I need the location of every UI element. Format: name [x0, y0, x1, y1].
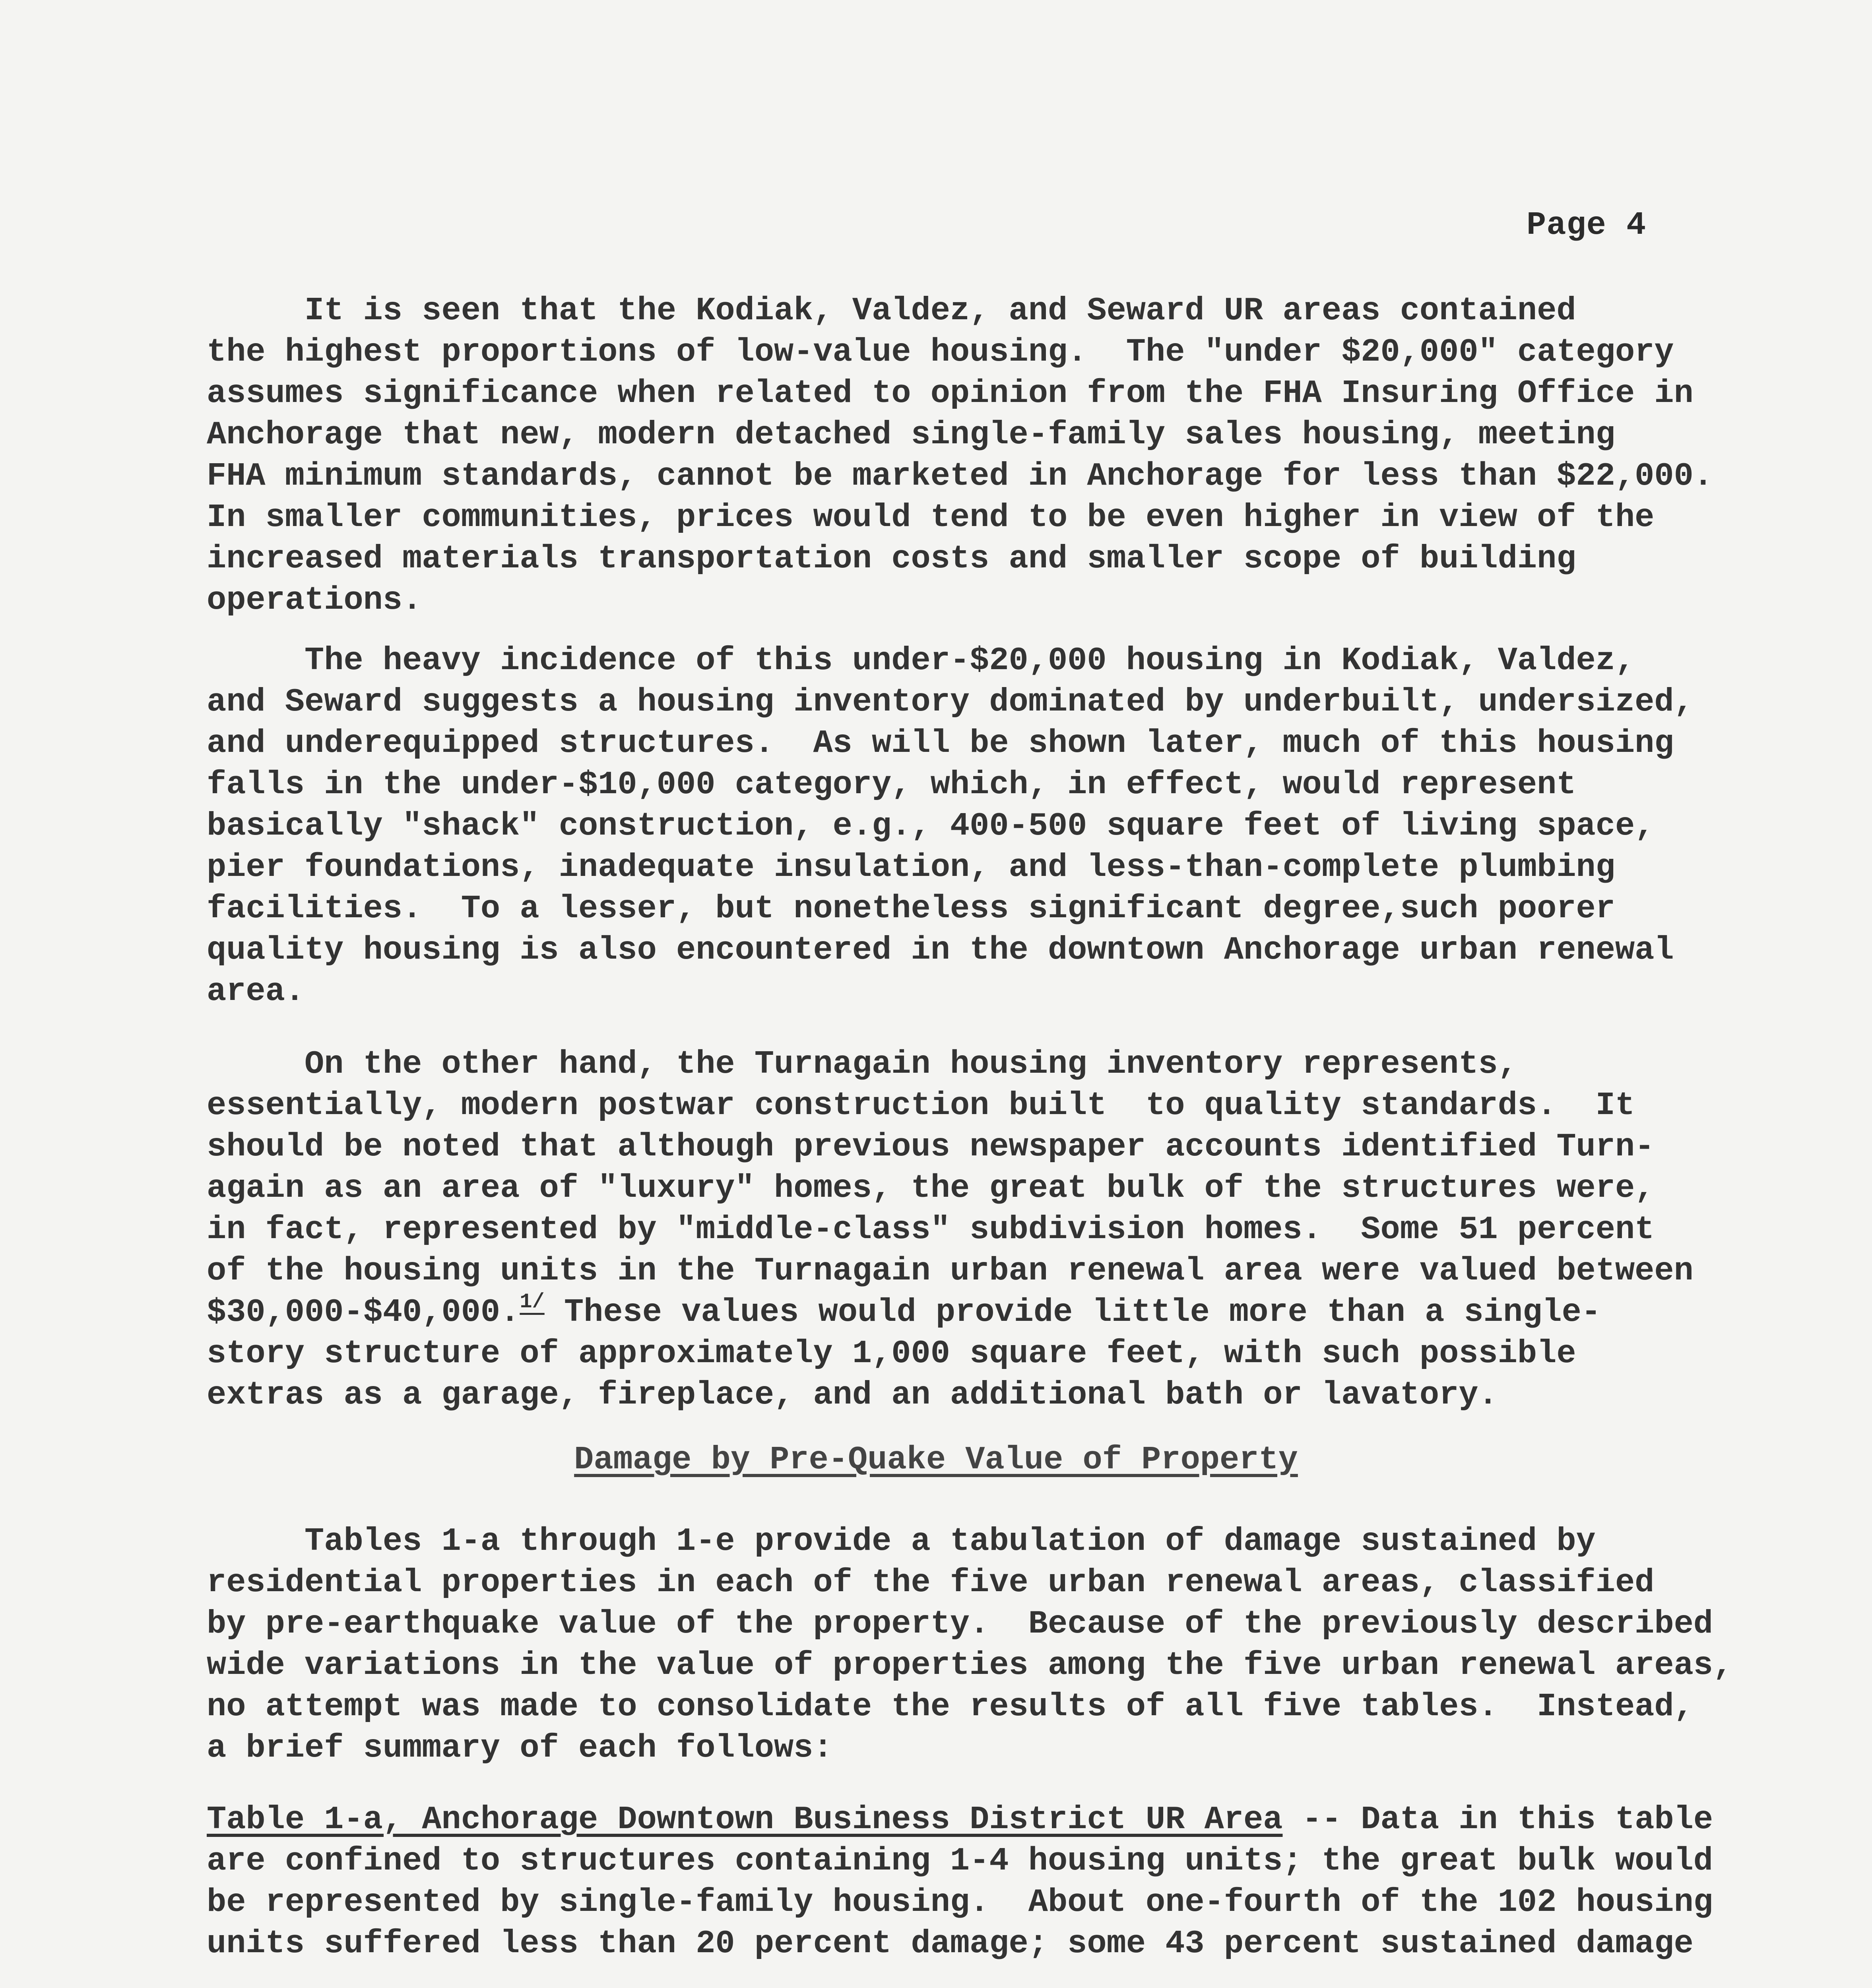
- text-line: of the housing units in the Turnagain urban renewal area were valued between: [207, 1252, 1694, 1289]
- paragraph-2: [207, 640, 1729, 1012]
- text-line: residential properties in each of the five urban renewal areas, classified: [207, 1564, 1655, 1601]
- paragraph-4: [207, 1521, 1733, 1769]
- text-fragment: $30,000-$40,000.: [207, 1294, 520, 1331]
- text-line: wide variations in the value of properties among the five urban renewal areas,: [207, 1647, 1733, 1684]
- page-number: Page 4: [1527, 207, 1647, 244]
- text-line: quality housing is also encountered in the downtown Anchorage urban renewal: [207, 932, 1674, 969]
- text-line: a brief summary of each follows:: [207, 1730, 833, 1767]
- table-title: Table 1-a, Anchorage Downtown Business District UR Area: [207, 1801, 1283, 1838]
- text-line: and Seward suggests a housing inventory dominated by underbuilt, undersized,: [207, 683, 1694, 720]
- text-line: The heavy incidence of this under-$20,000 housing in Kodiak, Valdez,: [207, 642, 1635, 679]
- text-line: are confined to structures containing 1-4 housing units; the great bulk would: [207, 1842, 1713, 1879]
- section-heading-text: Damage by Pre-Quake Value of Property: [574, 1441, 1298, 1478]
- text-line: again as an area of "luxury" homes, the great bulk of the structures were,: [207, 1170, 1655, 1207]
- text-line: extras as a garage, fireplace, and an additional bath or lavatory.: [207, 1376, 1498, 1413]
- text-line: FHA minimum standards, cannot be marketed in Anchorage for less than $22,000.: [207, 458, 1713, 495]
- text-line: pier foundations, inadequate insulation, and less-than-complete plumbing: [207, 849, 1615, 886]
- text-line-with-table-title: [207, 1799, 1729, 1840]
- text-line: no attempt was made to consolidate the results of all five tables. Instead,: [207, 1688, 1694, 1725]
- text-line: On the other hand, the Turnagain housing inventory represents,: [207, 1046, 1517, 1083]
- text-line: In smaller communities, prices would tend to be even higher in view of the: [207, 499, 1655, 536]
- section-heading: [0, 1441, 1872, 1478]
- text-line: assumes significance when related to opinion from the FHA Insuring Office in: [207, 375, 1694, 412]
- text-line: area.: [207, 973, 305, 1010]
- text-line: falls in the under-$10,000 category, which, in effect, would represent: [207, 766, 1576, 803]
- text-line: It is seen that the Kodiak, Valdez, and Seward UR areas contained: [207, 292, 1576, 329]
- text-line: story structure of approximately 1,000 square feet, with such possible: [207, 1335, 1576, 1372]
- text-fragment: These values would provide little more than a single-: [544, 1294, 1601, 1331]
- text-line: and underequipped structures. As will be shown later, much of this housing: [207, 725, 1674, 762]
- text-line: facilities. To a lesser, but nonetheless significant degree,such poorer: [207, 890, 1615, 927]
- paragraph-1: [207, 290, 1729, 621]
- text-line: the highest proportions of low-value housing. The "under $20,000" category: [207, 334, 1674, 371]
- text-line: essentially, modern postwar construction built to quality standards. It: [207, 1087, 1635, 1124]
- text-line: units suffered less than 20 percent damage; some 43 percent sustained damage: [207, 1925, 1694, 1962]
- text-line: Tables 1-a through 1-e provide a tabulation of damage sustained by: [207, 1523, 1596, 1560]
- text-line: be represented by single-family housing. About one-fourth of the 102 housing: [207, 1884, 1713, 1921]
- text-line: should be noted that although previous newspaper accounts identified Turn-: [207, 1128, 1655, 1165]
- text-line-with-footnote-ref: [207, 1292, 1729, 1333]
- paragraph-3: [207, 1044, 1729, 1416]
- text-line: Anchorage that new, modern detached single-family sales housing, meeting: [207, 416, 1615, 453]
- text-line: basically "shack" construction, e.g., 400-500 square feet of living space,: [207, 808, 1655, 845]
- text-line: in fact, represented by "middle-class" subdivision homes. Some 51 percent: [207, 1211, 1655, 1248]
- text-line: by pre-earthquake value of the property. Because of the previously described: [207, 1606, 1713, 1642]
- paragraph-5: [207, 1799, 1729, 1965]
- text-line: increased materials transportation costs and smaller scope of building: [207, 540, 1576, 577]
- text-fragment: -- Data in this table: [1282, 1801, 1713, 1838]
- text-line: operations.: [207, 582, 422, 619]
- footnote-reference: 1/: [520, 1290, 545, 1314]
